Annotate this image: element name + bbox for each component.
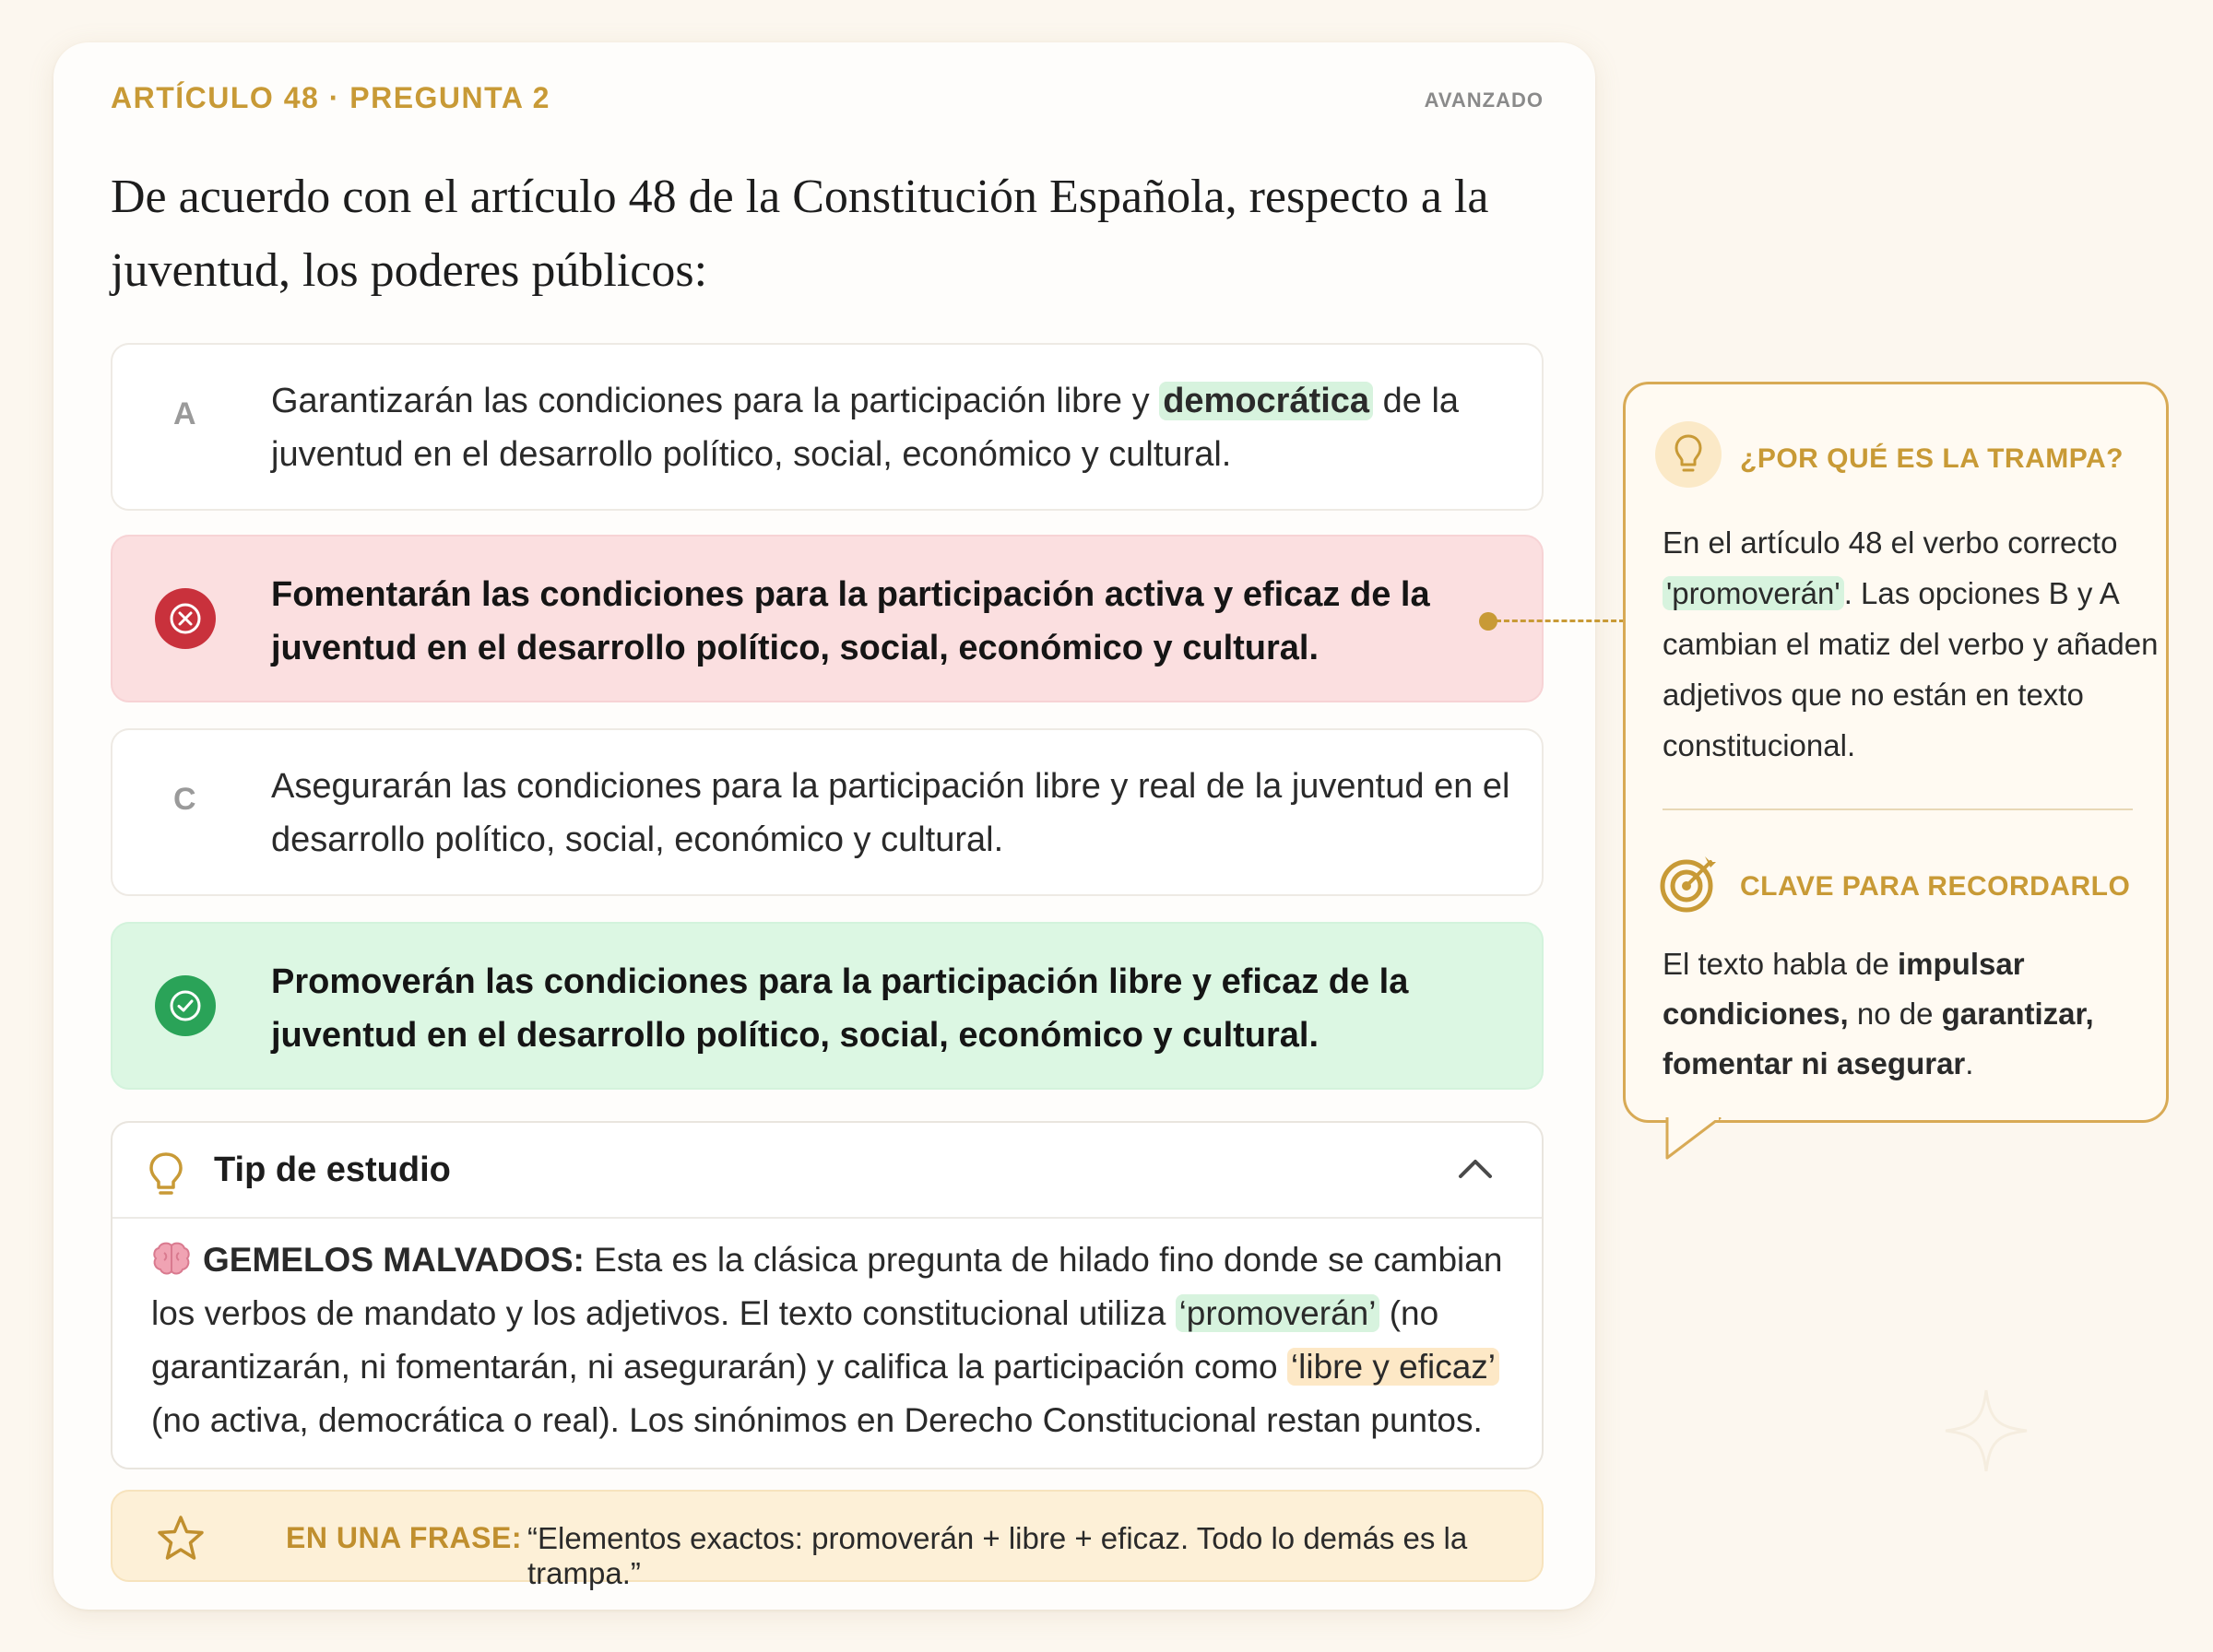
study-tip-body: GEMELOS MALVADOS: Esta es la clásica pregunta de hilado fino donde se cambian los verbos de mandato y los adjetivos. El texto constitucional utiliza ‘promoverán’ (no garantizarán, ni fomentarán, ni asegurarán) y califica la participación como ‘libre y eficaz’ (no activa, democrática o real). Los sinónimos en Derecho Constitucional restan puntos. <box>151 1241 1503 1439</box>
lightbulb-icon <box>1655 421 1722 488</box>
option-text: Garantizarán las condiciones para la participación libre y democrática de la juventud en el desarrollo político, social, económico y cultural. <box>271 382 1460 474</box>
summary-quote: “Elementos exactos: promoverán + libre + eficaz. Todo lo demás es la trampa.” <box>527 1521 1468 1590</box>
divider <box>1663 808 2133 810</box>
chevron-up-icon[interactable] <box>1457 1156 1494 1185</box>
summary-banner <box>111 1490 1544 1590</box>
study-tip-header[interactable] <box>112 1123 1542 1219</box>
star-icon <box>155 1514 207 1568</box>
connector-dot <box>1479 612 1497 631</box>
option-b-incorrect[interactable] <box>111 535 1544 702</box>
trap-heading: ¿POR QUÉ ES LA TRAMPA? <box>1740 443 2124 474</box>
option-letter: C <box>173 782 196 817</box>
study-tip-title: Tip de estudio <box>214 1150 451 1189</box>
option-c[interactable] <box>111 728 1544 896</box>
summary-label: EN UNA FRASE: <box>286 1521 522 1554</box>
option-text: Fomentarán las condiciones para la participación activa y eficaz de la juventud en el desarrollo político, social, económico y cultural. <box>271 575 1430 667</box>
highlight-term: ‘promoverán’ <box>1176 1294 1380 1332</box>
highlight-term: democrática <box>1159 382 1373 420</box>
connector-line <box>1496 620 1625 622</box>
question-card <box>53 42 1595 1610</box>
question-text: De acuerdo con el artículo 48 de la Constitución Española, respecto a la juventud, los poderes públicos: <box>111 171 1489 297</box>
trap-text: En el artículo 48 el verbo correcto 'promoverán' . Las opciones B y A cambian el matiz del verbo y añaden adjetivos que no están en texto constitucional. <box>1663 525 2159 762</box>
brain-icon <box>151 1240 192 1277</box>
option-d-correct[interactable] <box>111 922 1544 1090</box>
study-tip-panel <box>111 1121 1544 1469</box>
question-kicker: ARTÍCULO 48 · PREGUNTA 2 <box>111 81 550 114</box>
x-circle-icon <box>155 588 216 649</box>
callout-tail <box>1665 1117 1730 1168</box>
key-heading: CLAVE PARA RECORDARLO <box>1740 871 2131 902</box>
check-circle-icon <box>155 975 216 1036</box>
trap-explanation-callout <box>1623 382 2169 1123</box>
option-text: Asegurarán las condiciones para la participación libre y real de la juventud en el desarrollo político, social, económico y cultural. <box>271 767 1510 859</box>
sparkle-icon <box>1942 1386 2030 1480</box>
difficulty-badge: AVANZADO <box>1424 88 1544 112</box>
option-text: Promoverán las condiciones para la participación libre y eficaz de la juventud en el desarrollo político, social, económico y cultural. <box>271 962 1409 1055</box>
option-a[interactable] <box>111 343 1544 511</box>
highlight-term: ‘libre y eficaz’ <box>1287 1348 1499 1386</box>
highlight-term: 'promoverán' <box>1663 576 1844 610</box>
lightbulb-icon <box>148 1150 184 1203</box>
option-letter: A <box>173 396 196 431</box>
key-text: El texto habla de impulsar condiciones, no de garantizar, fomentar ni asegurar. <box>1663 947 2094 1080</box>
target-icon <box>1657 849 1723 920</box>
